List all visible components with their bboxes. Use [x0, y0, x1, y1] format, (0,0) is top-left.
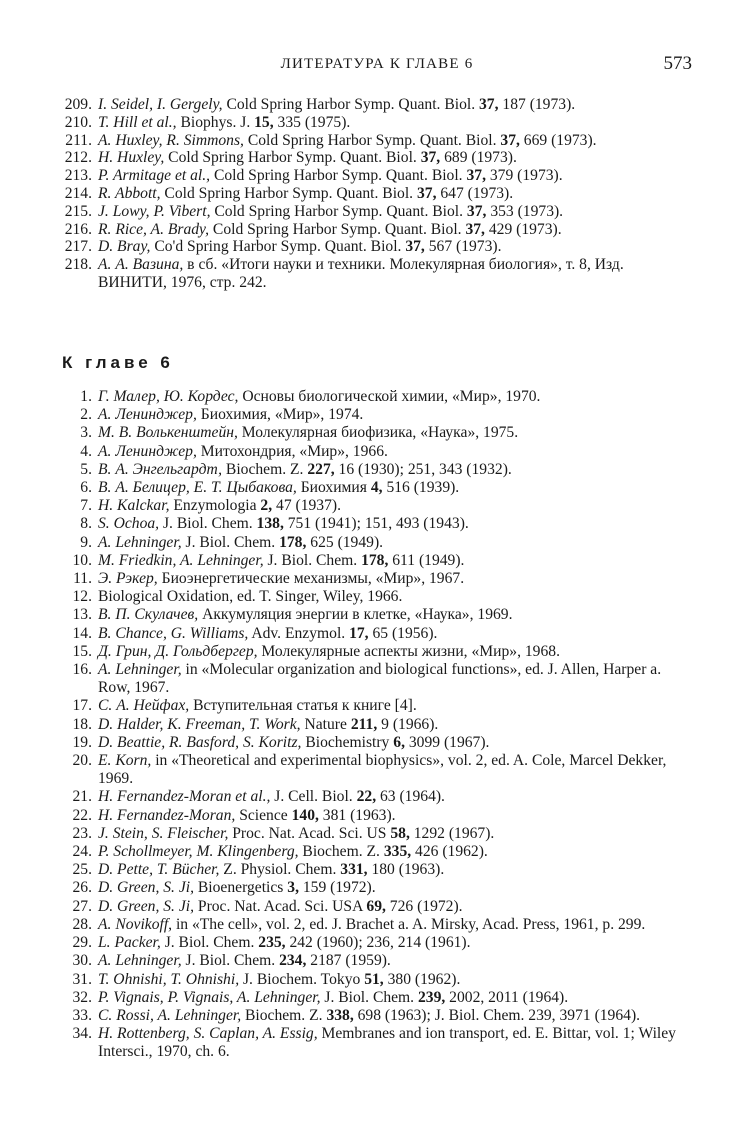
- reference-volume: 69,: [366, 897, 386, 915]
- reference-volume: 227,: [307, 460, 335, 478]
- reference-item: [48, 570, 692, 588]
- reference-details: 335 (1975).: [273, 113, 351, 131]
- reference-authors: H. Fernandez-Moran,: [98, 806, 236, 824]
- reference-source: in «The cell», vol. 2, ed. J. Brachet a. A. Mirsky, Acad. Press, 1961, p. 299.: [172, 915, 646, 933]
- reference-item: [48, 443, 692, 461]
- reference-details: 1292 (1967).: [409, 824, 495, 842]
- reference-item: [48, 1025, 692, 1061]
- reference-details: 611 (1949).: [388, 551, 465, 569]
- reference-item: [48, 643, 692, 661]
- reference-item: [48, 752, 692, 788]
- reference-volume: 22,: [356, 788, 377, 806]
- chapter6-references-list: [48, 388, 692, 1062]
- reference-number: 32.: [72, 988, 92, 1006]
- reference-authors: J. Stein, S. Fleischer,: [98, 824, 229, 842]
- reference-details: 381 (1963).: [318, 806, 396, 824]
- reference-number: 12.: [72, 588, 92, 606]
- reference-item: [48, 114, 692, 132]
- reference-number: 6.: [80, 479, 92, 497]
- reference-authors: A. Lehninger,: [98, 533, 182, 551]
- reference-authors: H. Rottenberg, S. Caplan, A. Essig,: [98, 1025, 318, 1043]
- running-title: ЛИТЕРАТУРА К ГЛАВЕ 6: [280, 56, 474, 72]
- reference-item: [48, 497, 692, 515]
- reference-authors: B. Chance, G. Williams,: [98, 624, 249, 642]
- reference-details: 516 (1939).: [382, 479, 460, 497]
- reference-authors: С. А. Нейфах,: [98, 697, 190, 715]
- reference-volume: 178,: [361, 551, 389, 569]
- reference-volume: 37,: [416, 184, 437, 202]
- reference-number: 31.: [72, 970, 92, 988]
- reference-authors: D. Green, S. Ji,: [98, 879, 194, 897]
- reference-number: 8.: [80, 515, 92, 533]
- reference-item: [48, 479, 692, 497]
- reference-item: [48, 132, 692, 150]
- reference-authors: М. В. Волькенштейн,: [98, 424, 238, 442]
- reference-authors: D. Beattie, R. Basford, S. Koritz,: [98, 733, 302, 751]
- reference-details: 669 (1973).: [519, 131, 597, 149]
- reference-source: Membranes and ion transport, ed. E. Bittar, vol. 1; Wiley Intersci., 1970, ch. 6.: [98, 1025, 676, 1061]
- reference-source: J. Biol. Chem.: [263, 551, 362, 569]
- reference-item: [48, 661, 692, 697]
- reference-item: [48, 1007, 692, 1025]
- reference-item: [48, 185, 692, 203]
- reference-source: Bioenergetics: [194, 879, 288, 897]
- reference-source: J. Biol. Chem.: [320, 988, 418, 1006]
- reference-item: [48, 588, 692, 606]
- reference-source: Молекулярные аспекты жизни, «Мир», 1968.: [257, 642, 560, 660]
- reference-item: [48, 256, 692, 292]
- reference-item: [48, 716, 692, 734]
- reference-item: [48, 461, 692, 479]
- reference-item: [48, 898, 692, 916]
- reference-item: [48, 952, 692, 970]
- reference-number: 21.: [72, 788, 92, 806]
- reference-item: [48, 625, 692, 643]
- reference-details: 2187 (1959).: [306, 952, 391, 970]
- reference-source: J. Biol. Chem.: [181, 952, 280, 970]
- reference-number: 218.: [64, 256, 92, 274]
- reference-item: [48, 879, 692, 897]
- reference-authors: А. Ленинджер,: [98, 406, 197, 424]
- reference-number: 18.: [72, 715, 92, 733]
- page-header: [62, 50, 692, 76]
- reference-item: [48, 406, 692, 424]
- reference-authors: I. Seidel, I. Gergely,: [98, 96, 223, 113]
- reference-volume: 239,: [417, 988, 446, 1006]
- reference-details: 426 (1962).: [411, 843, 488, 861]
- reference-source: in «Molecular organization and biological functions», ed. J. Allen, Harper a. Row, 1967.: [98, 661, 662, 697]
- reference-details: 353 (1973).: [486, 202, 564, 220]
- reference-source: Cold Spring Harbor Symp. Quant. Biol.: [210, 167, 467, 185]
- reference-source: Biological Oxidation, ed. T. Singer, Wiley, 1966.: [98, 588, 403, 606]
- reference-volume: 37,: [479, 96, 499, 113]
- reference-details: 242 (1960); 236, 214 (1961).: [285, 934, 471, 952]
- reference-volume: 4,: [370, 479, 383, 497]
- reference-number: 20.: [72, 752, 92, 770]
- reference-authors: P. Schollmeyer, M. Klingenberg,: [98, 843, 299, 861]
- reference-number: 211.: [65, 131, 92, 149]
- reference-authors: C. Rossi, A. Lehninger,: [98, 1006, 242, 1024]
- reference-authors: H. Kalckar,: [98, 497, 170, 515]
- reference-volume: 51,: [364, 970, 384, 988]
- reference-authors: A. Lehninger,: [98, 661, 182, 679]
- reference-number: 27.: [72, 897, 92, 915]
- reference-number: 11.: [73, 570, 92, 588]
- reference-item: [48, 734, 692, 752]
- reference-item: [48, 971, 692, 989]
- reference-details: 647 (1973).: [436, 184, 514, 202]
- reference-details: 187 (1973).: [498, 96, 576, 113]
- reference-volume: 178,: [279, 533, 307, 551]
- reference-volume: 37,: [466, 202, 487, 220]
- reference-authors: A. Huxley, R. Simmons,: [98, 131, 244, 149]
- reference-details: 63 (1964).: [376, 788, 445, 806]
- reference-authors: A. Lehninger,: [98, 952, 182, 970]
- reference-authors: Д. Грин, Д. Гольдбергер,: [98, 642, 258, 660]
- reference-authors: D. Green, S. Ji,: [98, 897, 194, 915]
- reference-number: 4.: [80, 442, 92, 460]
- reference-source: Аккумуляция энергии в клетке, «Наука», 1969.: [198, 606, 513, 624]
- reference-details: 65 (1956).: [368, 624, 438, 642]
- reference-source: Biophys. J.: [176, 113, 255, 131]
- reference-authors: В. А. Энгельгардт,: [98, 460, 223, 478]
- reference-authors: P. Armitage et al.,: [98, 167, 211, 185]
- reference-source: Science: [235, 806, 292, 824]
- reference-number: 215.: [64, 202, 92, 220]
- reference-source: Biochem. Z.: [298, 843, 384, 861]
- reference-source: Z. Physiol. Chem.: [219, 861, 341, 879]
- reference-details: 726 (1972).: [385, 897, 463, 915]
- reference-item: [48, 843, 692, 861]
- reference-volume: 235,: [258, 934, 286, 952]
- reference-number: 10.: [72, 551, 92, 569]
- reference-source: Nature: [300, 715, 351, 733]
- reference-volume: 338,: [326, 1006, 354, 1024]
- reference-number: 7.: [80, 497, 92, 515]
- reference-volume: 211,: [350, 715, 378, 733]
- reference-number: 23.: [72, 824, 92, 842]
- reference-item: [48, 807, 692, 825]
- reference-number: 24.: [72, 843, 92, 861]
- reference-item: [48, 552, 692, 570]
- reference-number: 3.: [80, 424, 92, 442]
- reference-details: 689 (1973).: [440, 149, 517, 167]
- reference-volume: 37,: [465, 220, 485, 238]
- reference-number: 28.: [72, 915, 92, 933]
- reference-source: Biochemistry: [301, 733, 394, 751]
- reference-number: 16.: [72, 661, 92, 679]
- reference-authors: H. Huxley,: [98, 149, 165, 167]
- section-heading: К главе 6: [62, 353, 174, 372]
- reference-number: 209.: [64, 96, 92, 113]
- reference-authors: L. Packer,: [98, 934, 161, 952]
- reference-item: [48, 916, 692, 934]
- reference-source: Co'd Spring Harbor Symp. Quant. Biol.: [150, 238, 406, 256]
- reference-number: 217.: [64, 238, 92, 256]
- reference-item: [48, 149, 692, 167]
- reference-item: [48, 388, 692, 406]
- reference-volume: 58,: [390, 824, 410, 842]
- reference-number: 216.: [64, 220, 92, 238]
- reference-authors: H. Fernandez-Moran et al.,: [98, 788, 271, 806]
- reference-source: J. Biol. Chem.: [160, 934, 259, 952]
- reference-source: Биохимия, «Мир», 1974.: [196, 406, 364, 424]
- reference-item: [48, 825, 692, 843]
- reference-authors: J. Lowy, P. Vibert,: [98, 202, 211, 220]
- reference-details: 47 (1937).: [272, 497, 341, 515]
- reference-item: [48, 534, 692, 552]
- reference-source: Adv. Enzymol.: [248, 624, 350, 642]
- reference-source: Основы биологической химии, «Мир», 1970.: [238, 388, 541, 405]
- reference-item: [48, 606, 692, 624]
- reference-volume: 138,: [256, 515, 284, 533]
- reference-authors: S. Ochoa,: [98, 515, 160, 533]
- reference-source: Biochem. Z.: [222, 460, 308, 478]
- reference-item: [48, 989, 692, 1007]
- reference-details: 751 (1941); 151, 493 (1943).: [283, 515, 469, 533]
- reference-number: 1.: [80, 388, 92, 405]
- reference-source: Cold Spring Harbor Symp. Quant. Biol.: [209, 220, 466, 238]
- reference-item: [48, 221, 692, 239]
- reference-authors: D. Halder, K. Freeman, T. Work,: [98, 715, 301, 733]
- reference-number: 213.: [64, 167, 92, 185]
- reference-authors: R. Abbott,: [98, 184, 161, 202]
- reference-source: Cold Spring Harbor Symp. Quant. Biol.: [222, 96, 479, 113]
- reference-number: 13.: [72, 606, 92, 624]
- reference-number: 14.: [72, 624, 92, 642]
- reference-details: 3099 (1967).: [404, 733, 490, 751]
- reference-number: 214.: [64, 184, 92, 202]
- reference-authors: P. Vignais, P. Vignais, A. Lehninger,: [98, 988, 321, 1006]
- reference-source: Proc. Nat. Acad. Sci. USA: [194, 897, 367, 915]
- reference-authors: D. Pette, T. Bücher,: [98, 861, 220, 879]
- reference-source: J. Cell. Biol.: [270, 788, 357, 806]
- reference-item: [48, 697, 692, 715]
- reference-source: Cold Spring Harbor Symp. Quant. Biol.: [210, 202, 467, 220]
- reference-details: 180 (1963).: [367, 861, 445, 879]
- reference-details: 159 (1972).: [298, 879, 376, 897]
- reference-source: в сб. «Итоги науки и техники. Молекулярная биология», т. 8, Изд. ВИНИТИ, 1976, стр. 242.: [98, 256, 624, 291]
- reference-source: Биоэнергетические механизмы, «Мир», 1967.: [157, 570, 465, 588]
- reference-item: [48, 203, 692, 221]
- reference-number: 19.: [72, 733, 92, 751]
- reference-number: 30.: [72, 952, 92, 970]
- reference-item: [48, 515, 692, 533]
- reference-authors: T. Hill et al.,: [98, 113, 177, 131]
- reference-item: [48, 167, 692, 185]
- reference-item: [48, 861, 692, 879]
- reference-details: 16 (1930); 251, 343 (1932).: [334, 460, 512, 478]
- reference-volume: 37,: [500, 131, 520, 149]
- reference-volume: 3,: [287, 879, 299, 897]
- reference-source: Enzymologia: [169, 497, 261, 515]
- reference-source: in «Theoretical and experimental biophysics», vol. 2, ed. A. Cole, Marcel Dekker, 1969.: [98, 752, 667, 788]
- reference-source: Biochem. Z.: [241, 1006, 327, 1024]
- reference-source: Cold Spring Harbor Symp. Quant. Biol.: [164, 149, 421, 167]
- reference-volume: 2,: [260, 497, 273, 515]
- reference-volume: 37,: [405, 238, 425, 256]
- reference-volume: 234,: [279, 952, 307, 970]
- references-continued-list: [48, 96, 692, 292]
- reference-authors: A. Novikoff,: [98, 915, 173, 933]
- reference-number: 15.: [72, 642, 92, 660]
- reference-item: [48, 238, 692, 256]
- reference-volume: 140,: [291, 806, 319, 824]
- reference-authors: А. Ленинджер,: [98, 442, 197, 460]
- reference-volume: 37,: [466, 167, 486, 185]
- reference-details: 2002, 2011 (1964).: [445, 988, 569, 1006]
- reference-number: 212.: [64, 149, 92, 167]
- reference-item: [48, 788, 692, 806]
- reference-source: J. Biol. Chem.: [159, 515, 257, 533]
- reference-item: [48, 934, 692, 952]
- reference-number: 25.: [72, 861, 92, 879]
- reference-source: Биохимия: [296, 479, 371, 497]
- reference-details: 698 (1963); J. Biol. Chem. 239, 3971 (1964).: [353, 1006, 641, 1024]
- reference-number: 9.: [80, 533, 92, 551]
- reference-number: 33.: [72, 1006, 92, 1024]
- reference-source: J. Biol. Chem.: [181, 533, 280, 551]
- reference-number: 17.: [72, 697, 92, 715]
- reference-authors: В. А. Белицер, Е. Т. Цыбакова,: [98, 479, 297, 497]
- reference-authors: M. Friedkin, A. Lehninger,: [98, 551, 264, 569]
- reference-number: 5.: [80, 460, 92, 478]
- reference-authors: Э. Рэкер,: [98, 570, 158, 588]
- reference-details: 380 (1962).: [383, 970, 461, 988]
- reference-authors: В. П. Скулачев,: [98, 606, 199, 624]
- reference-volume: 15,: [254, 113, 274, 131]
- reference-number: 22.: [72, 806, 92, 824]
- reference-source: Митохондрия, «Мир», 1966.: [196, 442, 388, 460]
- reference-details: 625 (1949).: [306, 533, 384, 551]
- reference-authors: R. Rice, A. Brady,: [98, 220, 210, 238]
- reference-volume: 37,: [420, 149, 441, 167]
- reference-details: 379 (1973).: [485, 167, 563, 185]
- reference-source: Proc. Nat. Acad. Sci. US: [228, 824, 391, 842]
- reference-details: 9 (1966).: [377, 715, 439, 733]
- reference-source: Молекулярная биофизика, «Наука», 1975.: [237, 424, 519, 442]
- reference-details: 567 (1973).: [424, 238, 502, 256]
- reference-volume: 331,: [340, 861, 368, 879]
- reference-number: 2.: [80, 406, 92, 424]
- reference-details: 429 (1973).: [484, 220, 562, 238]
- reference-number: 34.: [72, 1025, 92, 1043]
- reference-number: 210.: [64, 113, 92, 131]
- reference-authors: E. Korn,: [98, 752, 152, 770]
- reference-volume: 6,: [393, 733, 405, 751]
- page-number: 573: [663, 53, 692, 74]
- reference-item: [48, 424, 692, 442]
- reference-volume: 17,: [349, 624, 369, 642]
- reference-source: J. Biochem. Tokyo: [239, 970, 365, 988]
- reference-authors: T. Ohnishi, T. Ohnishi,: [98, 970, 240, 988]
- reference-source: Вступительная статья к книге [4].: [189, 697, 417, 715]
- reference-authors: D. Bray,: [98, 238, 151, 256]
- reference-authors: Г. Малер, Ю. Кордес,: [98, 388, 239, 405]
- reference-authors: А. А. Вазина,: [98, 256, 184, 274]
- reference-source: Cold Spring Harbor Symp. Quant. Biol.: [160, 184, 417, 202]
- reference-volume: 335,: [383, 843, 412, 861]
- reference-number: 29.: [72, 934, 92, 952]
- reference-source: Cold Spring Harbor Symp. Quant. Biol.: [243, 131, 501, 149]
- reference-item: [48, 96, 692, 114]
- reference-number: 26.: [72, 879, 92, 897]
